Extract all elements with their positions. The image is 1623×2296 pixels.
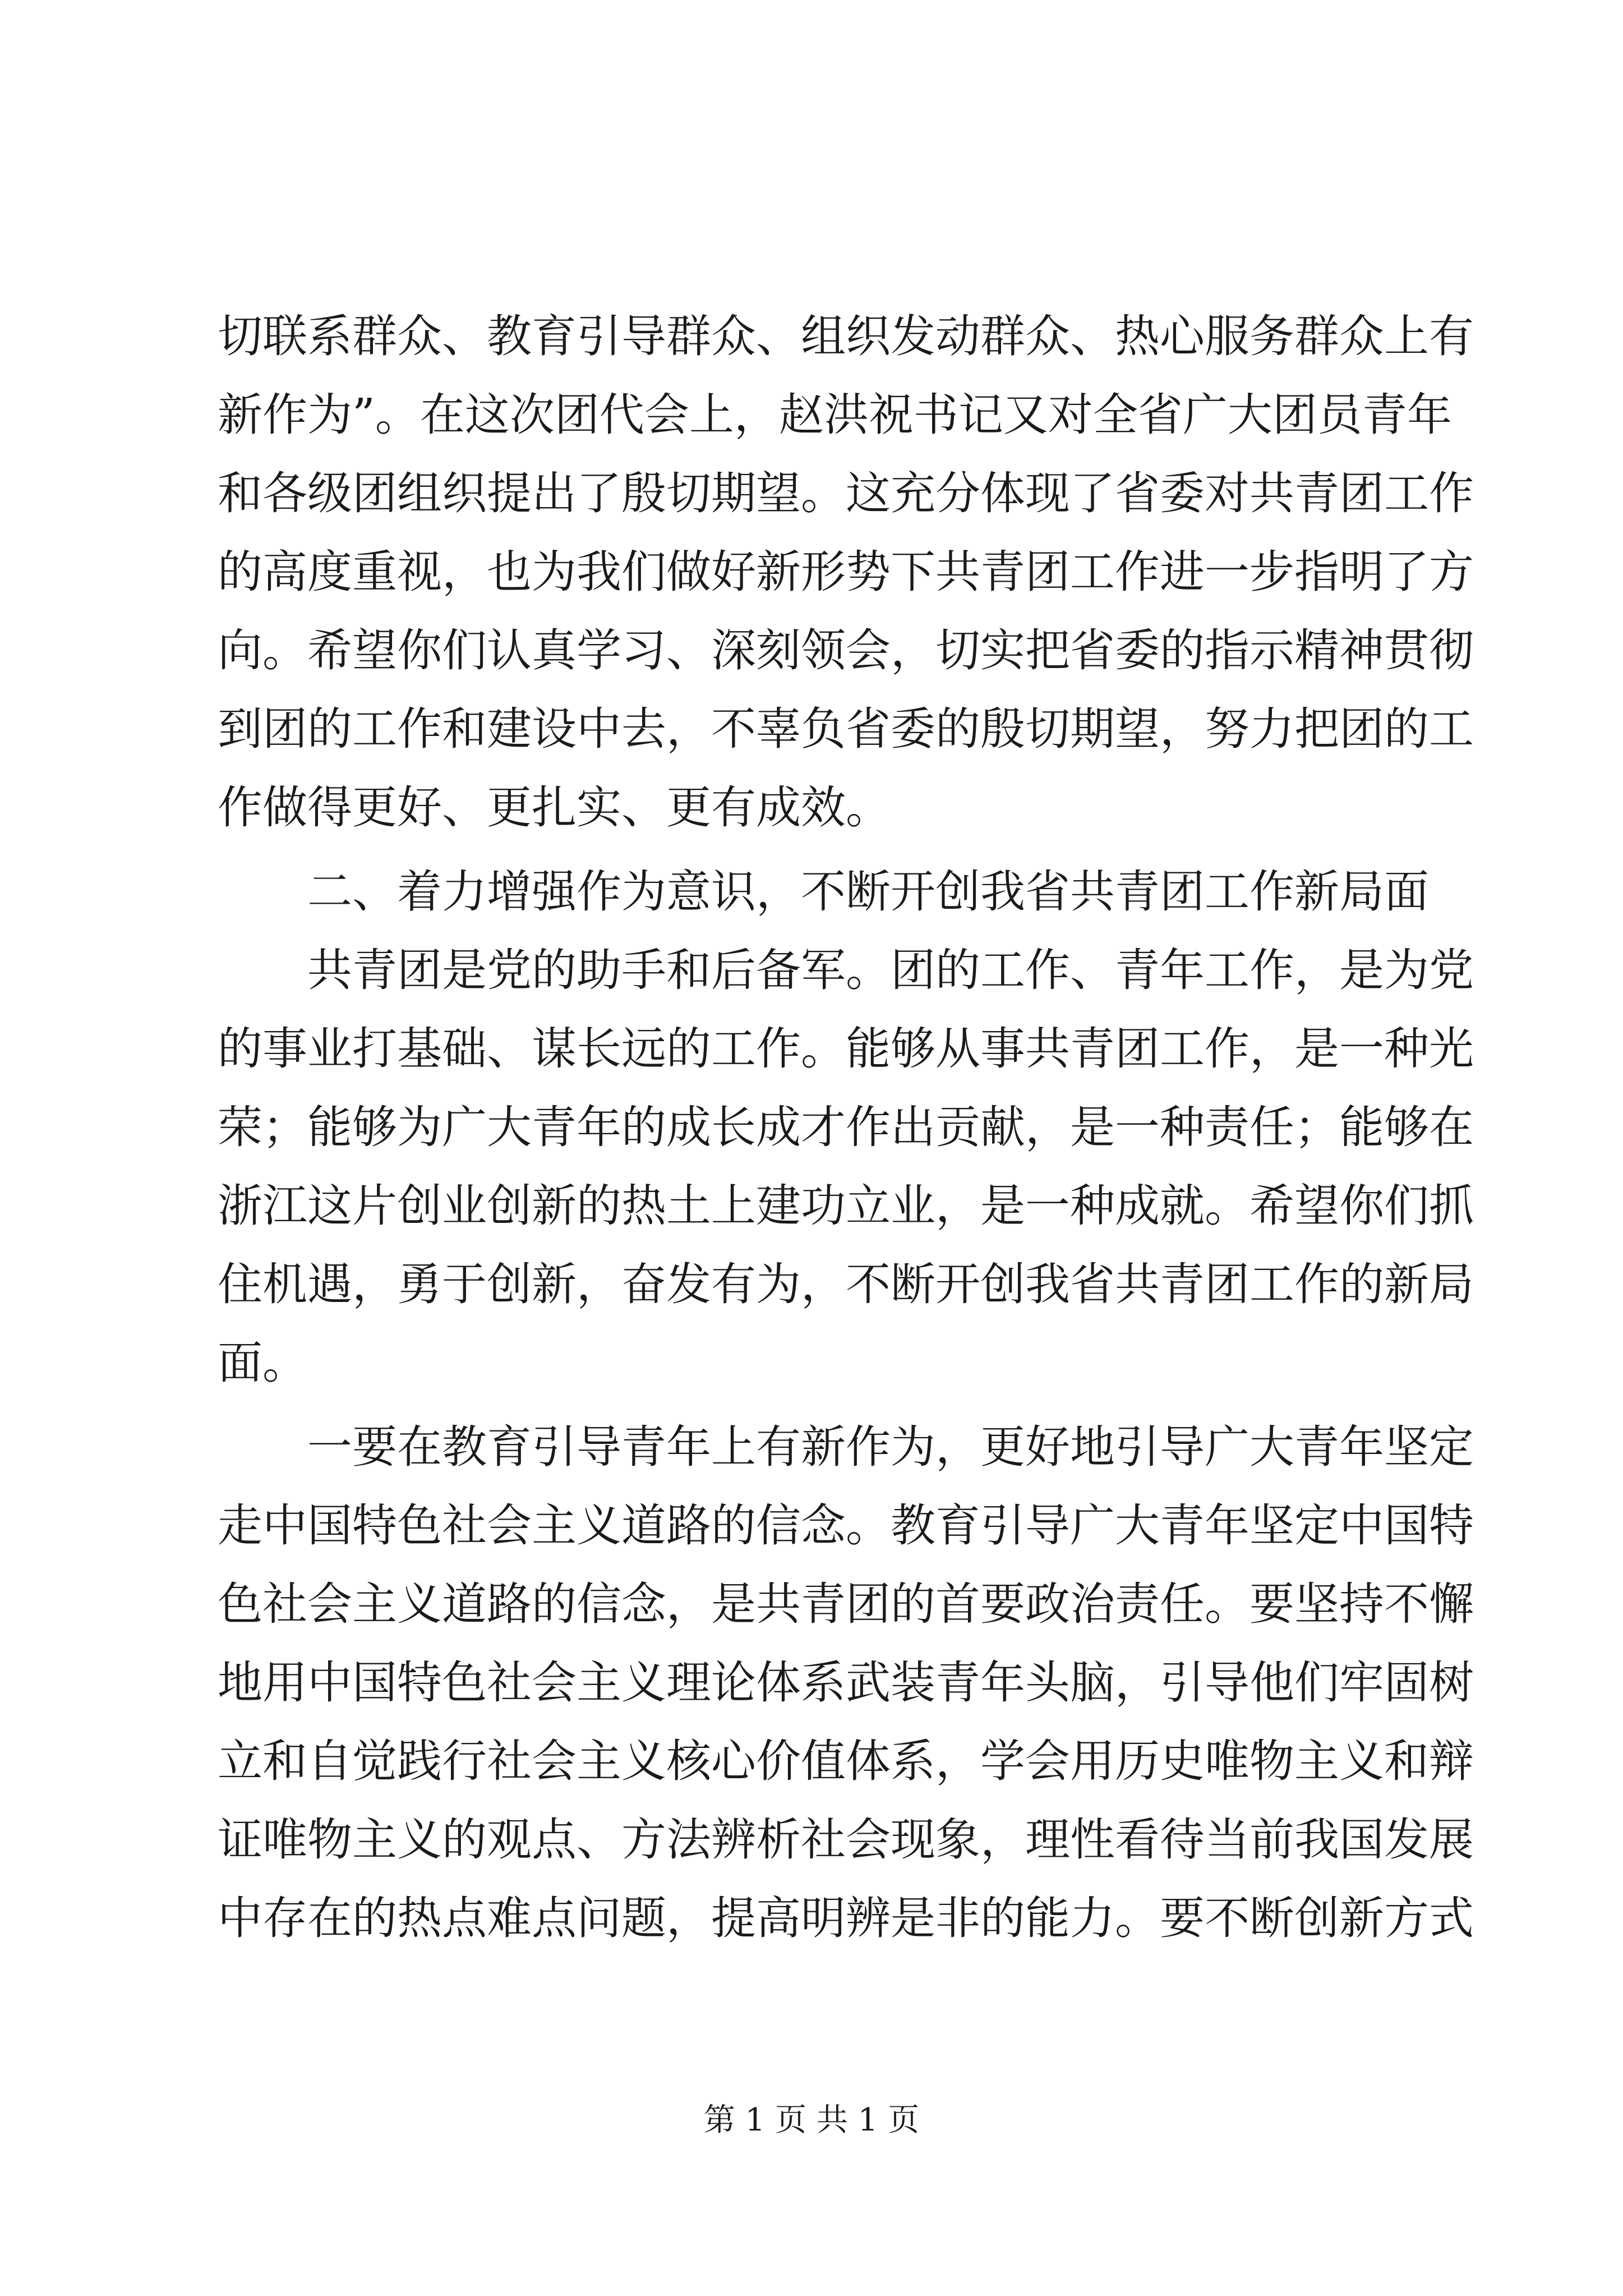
text-line: 向。希望你们认真学习、深刻领会，切实把省委的指示精神贯彻	[218, 624, 1474, 677]
text-line: 共青团是党的助手和后备军。团的工作、青年工作，是为党	[307, 944, 1474, 996]
text-line: 的事业打基础、谋长远的工作。能够从事共青团工作，是一种光	[218, 1023, 1474, 1075]
text-line: 中存在的热点难点问题，提高明辨是非的能力。要不断创新方式	[218, 1892, 1474, 1944]
text-line: 切联系群众、教育引导群众、组织发动群众、热心服务群众上有	[218, 310, 1474, 362]
text-line: 证唯物主义的观点、方法辨析社会现象，理性看待当前我国发展	[218, 1814, 1474, 1866]
text-line: 一要在教育引导青年上有新作为，更好地引导广大青年坚定	[307, 1421, 1474, 1473]
text-line: 住机遇，勇于创新，奋发有为，不断开创我省共青团工作的新局	[218, 1258, 1474, 1310]
text-line: 新作为”。在这次团代会上，赵洪祝书记又对全省广大团员青年	[218, 389, 1452, 441]
text-line: 荣；能够为广大青年的成长成才作出贡献，是一种责任；能够在	[218, 1101, 1474, 1153]
text-line: 走中国特色社会主义道路的信念。教育引导广大青年坚定中国特	[218, 1499, 1474, 1552]
text-line: 立和自觉践行社会主义核心价值体系，学会用历史唯物主义和辩	[218, 1735, 1474, 1787]
text-line: 浙江这片创业创新的热土上建功立业，是一种成就。希望你们抓	[218, 1180, 1474, 1232]
section-heading: 二、着力增强作为意识，不断开创我省共青团工作新局面	[307, 866, 1429, 918]
text-line: 作做得更好、更扎实、更有成效。	[218, 781, 891, 834]
text-line: 地用中国特色社会主义理论体系武装青年头脑，引导他们牢固树	[218, 1657, 1474, 1709]
text-line: 和各级团组织提出了殷切期望。这充分体现了省委对共青团工作	[218, 467, 1474, 519]
text-line: 的高度重视，也为我们做好新形势下共青团工作进一步指明了方	[218, 546, 1474, 598]
text-line: 色社会主义道路的信念，是共青团的首要政治责任。要坚持不懈	[218, 1578, 1474, 1630]
text-line: 面。	[218, 1337, 307, 1389]
text-line: 到团的工作和建设中去，不辜负省委的殷切期望，努力把团的工	[218, 703, 1474, 755]
page-footer: 第 1 页 共 1 页	[703, 2102, 920, 2138]
